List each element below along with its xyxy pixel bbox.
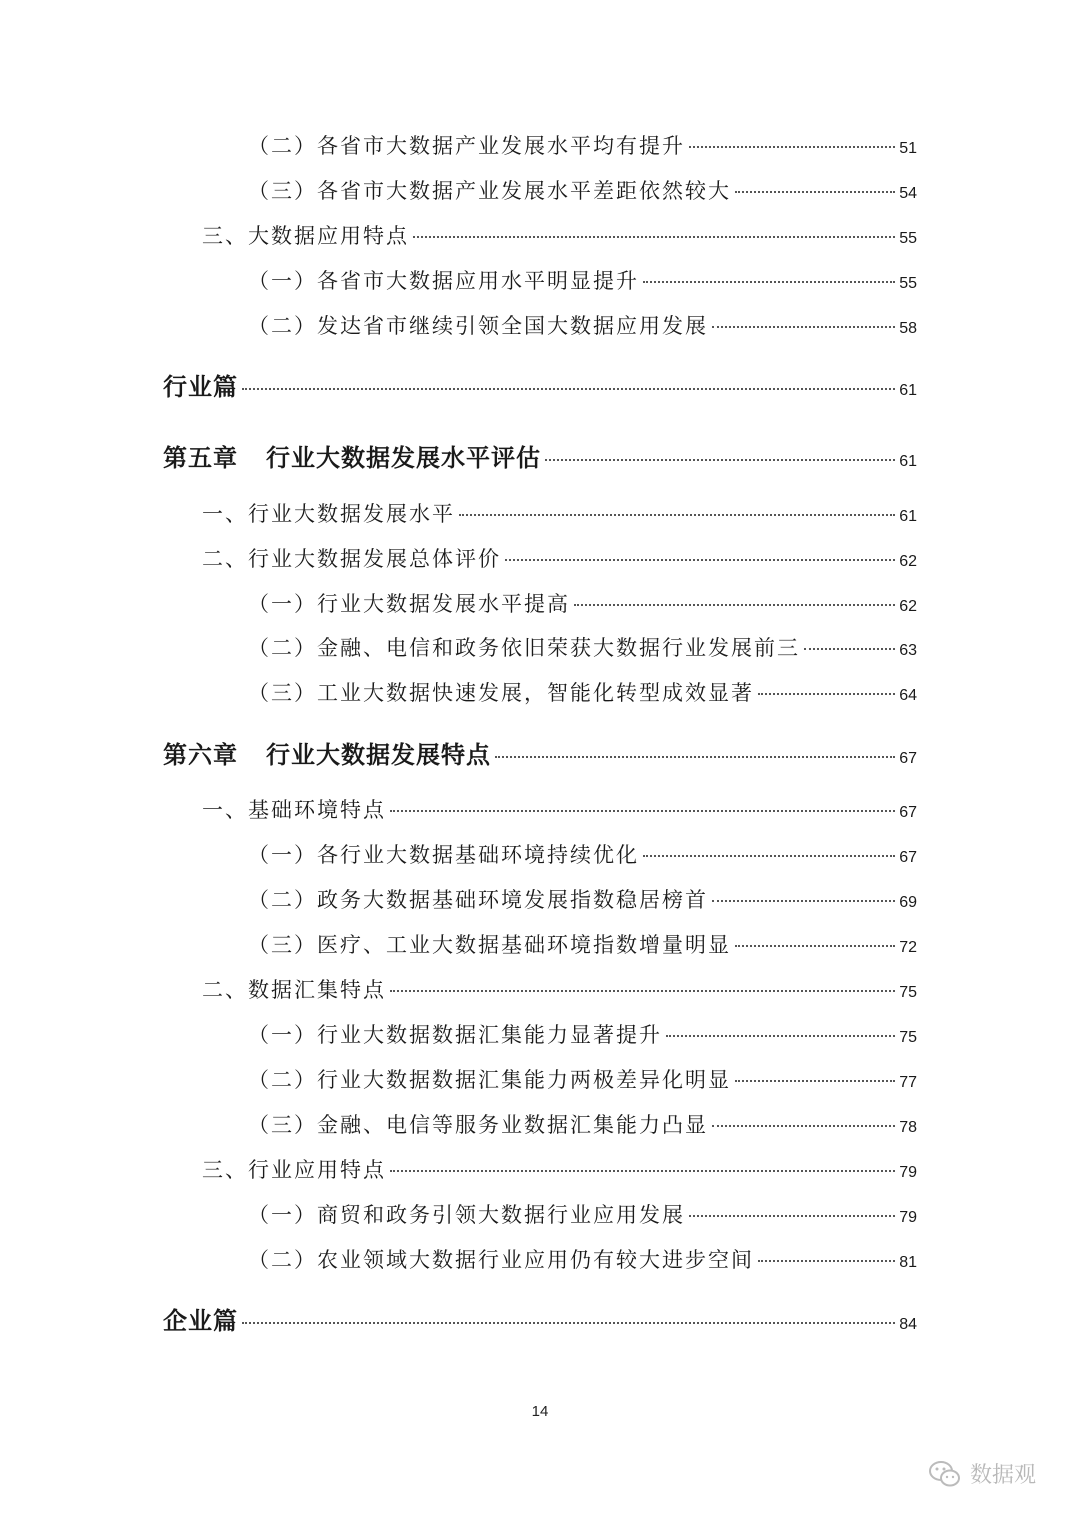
toc-entry-title: （二）政务大数据基础环境发展指数稳居榜首 <box>248 888 708 912</box>
toc-entry-page: 75 <box>899 984 917 1001</box>
toc-entry <box>248 1067 917 1096</box>
toc-entry-label <box>163 443 541 473</box>
toc-entry-label <box>248 635 800 661</box>
toc-entry <box>163 1306 917 1340</box>
dot-leader <box>735 945 895 947</box>
toc-entry-page: 79 <box>899 1209 917 1226</box>
toc-entry-page: 61 <box>899 453 917 470</box>
toc-entry-title: 行业大数据发展水平评估 <box>266 444 541 472</box>
toc-entry-page: 67 <box>899 750 917 767</box>
toc-entry-label <box>248 591 570 617</box>
toc-entry <box>248 932 917 961</box>
toc-entry-title: （二）行业大数据数据汇集能力两极差异化明显 <box>248 1068 731 1092</box>
toc-entry <box>202 797 917 826</box>
watermark <box>928 1458 1036 1489</box>
dot-leader <box>735 1080 895 1082</box>
toc-entry-title: 二、数据汇集特点 <box>202 978 386 1002</box>
toc-entry <box>202 977 917 1006</box>
toc-entry-label <box>248 1112 708 1138</box>
toc-entry-page: 69 <box>899 894 917 911</box>
toc-entry-label <box>202 977 386 1003</box>
toc-entry <box>163 443 917 477</box>
toc-entry-title: 三、大数据应用特点 <box>202 224 409 248</box>
toc-entry-title: （三）金融、电信等服务业数据汇集能力凸显 <box>248 1113 708 1137</box>
dot-leader <box>505 559 895 561</box>
toc-entry-title: 一、行业大数据发展水平 <box>202 502 455 526</box>
toc-entry-label <box>202 1157 386 1183</box>
toc-entry-page: 77 <box>899 1074 917 1091</box>
toc-entry <box>248 1022 917 1051</box>
dot-leader <box>413 236 895 238</box>
toc-entry-page: 51 <box>899 140 917 157</box>
toc-entry-page: 75 <box>899 1029 917 1046</box>
toc-entry-label <box>202 223 409 249</box>
dot-leader <box>545 459 895 461</box>
toc-entry-title: 企业篇 <box>163 1307 238 1335</box>
toc-entry-label <box>248 932 731 958</box>
toc-entry-page: 61 <box>899 382 917 399</box>
toc-entry-label <box>248 268 639 294</box>
toc-entry-page: 61 <box>899 508 917 525</box>
toc-entry-label <box>248 313 708 339</box>
toc-entry-label <box>163 740 491 770</box>
toc-entry <box>248 887 917 916</box>
toc-entry <box>248 680 917 709</box>
toc-entry <box>248 1202 917 1231</box>
dot-leader <box>390 1170 895 1172</box>
toc-entry-title: 一、基础环境特点 <box>202 798 386 822</box>
toc-entry-title: 行业大数据发展特点 <box>266 741 491 769</box>
toc-entry-label <box>248 887 708 913</box>
wechat-icon <box>928 1459 962 1489</box>
toc-entry-label <box>248 178 731 204</box>
dot-leader <box>712 1125 895 1127</box>
toc-entry-page: 84 <box>899 1316 917 1333</box>
dot-leader <box>689 1215 895 1217</box>
toc-entry-label <box>202 546 501 572</box>
page-number: 14 <box>531 1403 549 1420</box>
dot-leader <box>712 900 895 902</box>
toc-entry <box>248 133 917 162</box>
dot-leader <box>712 326 895 328</box>
toc-entry <box>163 372 917 406</box>
toc-entry-title: 三、行业应用特点 <box>202 1158 386 1182</box>
toc-entry-title: （一）各行业大数据基础环境持续优化 <box>248 843 639 867</box>
dot-leader <box>804 648 895 650</box>
dot-leader <box>242 388 895 390</box>
toc-entry-page: 62 <box>899 553 917 570</box>
chapter-number: 第六章 <box>163 741 238 769</box>
dot-leader <box>390 810 895 812</box>
toc-entry-label <box>248 133 685 159</box>
toc-entry-page: 62 <box>899 598 917 615</box>
dot-leader <box>666 1035 895 1037</box>
toc-entry-label <box>248 1067 731 1093</box>
dot-leader <box>758 693 895 695</box>
toc-entry-title: 二、行业大数据发展总体评价 <box>202 547 501 571</box>
dot-leader <box>735 191 895 193</box>
toc-entry-title: （三）工业大数据快速发展，智能化转型成效显著 <box>248 681 754 705</box>
toc-entry-page: 67 <box>899 804 917 821</box>
toc-entry-title: （二）农业领域大数据行业应用仍有较大进步空间 <box>248 1248 754 1272</box>
dot-leader <box>574 604 895 606</box>
toc-entry-title: （一）行业大数据发展水平提高 <box>248 592 570 616</box>
toc-entry-label <box>163 1306 238 1336</box>
watermark-text: 数据观 <box>970 1463 1037 1488</box>
toc-entry <box>202 501 917 530</box>
toc-entry <box>248 313 917 342</box>
toc-entry <box>248 591 917 620</box>
toc-entry-page: 64 <box>899 687 917 704</box>
toc-entry <box>202 1157 917 1186</box>
toc-entry <box>248 842 917 871</box>
toc-entry-page: 54 <box>899 185 917 202</box>
toc-entry-title: （二）发达省市继续引领全国大数据应用发展 <box>248 314 708 338</box>
toc-entry <box>248 178 917 207</box>
toc-entry <box>202 546 917 575</box>
toc-entry-page: 79 <box>899 1164 917 1181</box>
toc-entry-label <box>248 680 754 706</box>
toc-entry-page: 78 <box>899 1119 917 1136</box>
toc-entry-label <box>202 501 455 527</box>
toc-entry-title: （一）商贸和政务引领大数据行业应用发展 <box>248 1203 685 1227</box>
toc-entry-label <box>202 797 386 823</box>
toc-entry-label <box>248 842 639 868</box>
toc-entry-title: （三）各省市大数据产业发展水平差距依然较大 <box>248 179 731 203</box>
toc-entry-title: （三）医疗、工业大数据基础环境指数增量明显 <box>248 933 731 957</box>
toc-entry <box>248 268 917 297</box>
toc-entry-page: 67 <box>899 849 917 866</box>
toc-entry <box>248 635 917 664</box>
toc-entry <box>248 1112 917 1141</box>
toc-entry-title: （二）各省市大数据产业发展水平均有提升 <box>248 134 685 158</box>
toc-entry-label <box>248 1202 685 1228</box>
toc-entry-page: 58 <box>899 320 917 337</box>
toc-entry-page: 81 <box>899 1254 917 1271</box>
dot-leader <box>459 514 895 516</box>
toc-entry-page: 63 <box>899 642 917 659</box>
toc-entry-title: 行业篇 <box>163 373 238 401</box>
dot-leader <box>643 281 895 283</box>
toc-entry <box>163 740 917 774</box>
toc-entry-title: （一）各省市大数据应用水平明显提升 <box>248 269 639 293</box>
toc-entry-page: 55 <box>899 230 917 247</box>
dot-leader <box>242 1322 895 1324</box>
dot-leader <box>495 756 895 758</box>
toc-entry-title: （一）行业大数据数据汇集能力显著提升 <box>248 1023 662 1047</box>
toc-entry <box>202 223 917 252</box>
chapter-number: 第五章 <box>163 444 238 472</box>
toc-entry-title: （二）金融、电信和政务依旧荣获大数据行业发展前三 <box>248 636 800 660</box>
dot-leader <box>689 146 895 148</box>
dot-leader <box>758 1260 895 1262</box>
toc-entry-label <box>248 1247 754 1273</box>
toc-entry-page: 55 <box>899 275 917 292</box>
toc-entry-label <box>248 1022 662 1048</box>
dot-leader <box>643 855 895 857</box>
toc-entry-label <box>163 372 238 402</box>
toc-entry <box>248 1247 917 1276</box>
dot-leader <box>390 990 895 992</box>
toc-entry-page: 72 <box>899 939 917 956</box>
